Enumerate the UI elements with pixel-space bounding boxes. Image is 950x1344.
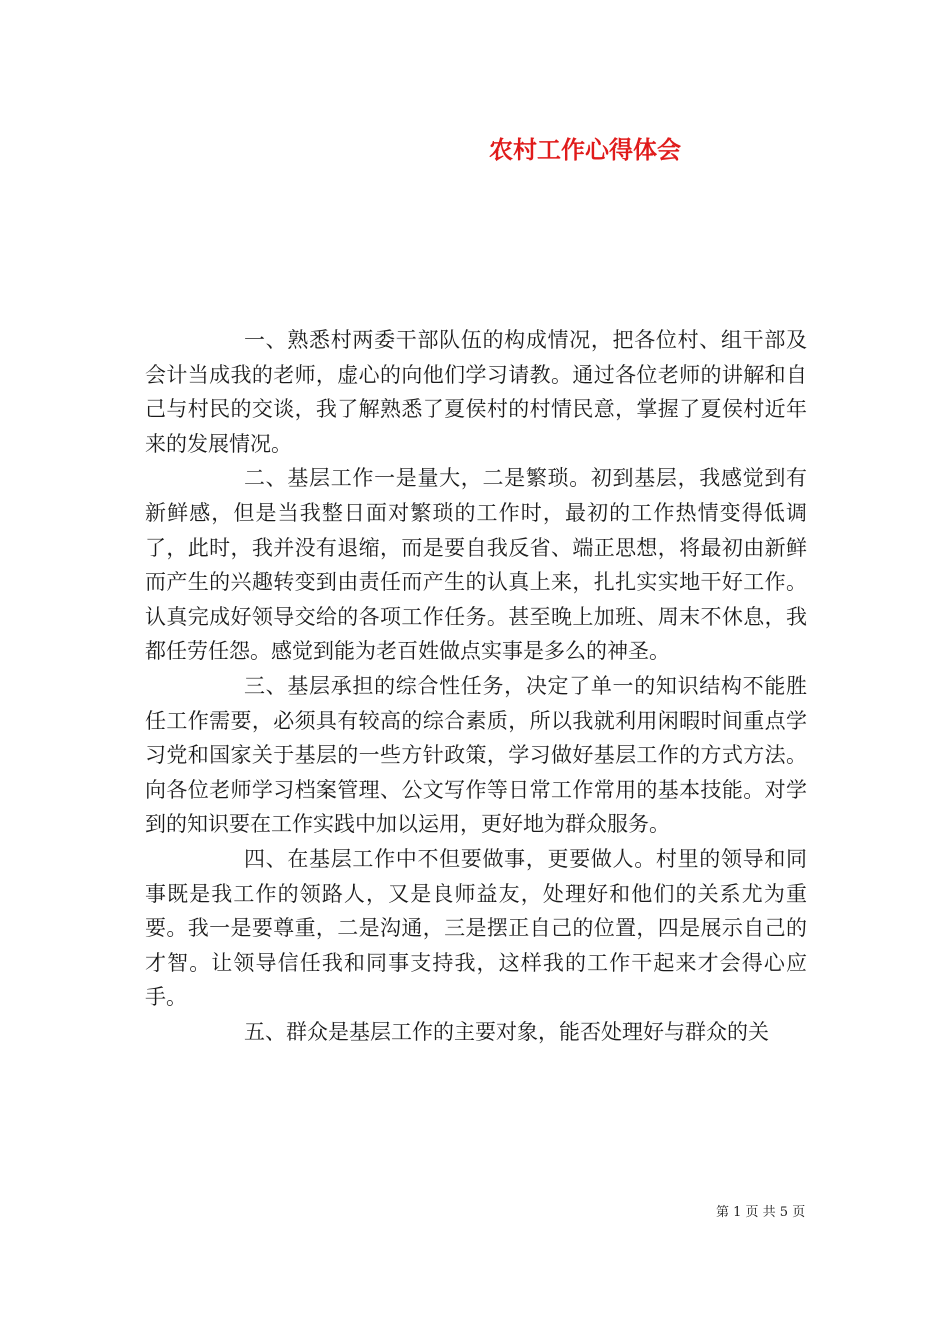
page-number: 第 1 页 共 5 页	[716, 1205, 806, 1220]
paragraph-3: 三、基层承担的综合性任务，决定了单一的知识结构不能胜任工作需要，必须具有较高的综合素质，所以我就利用闲暇时间重点学习党和国家关于基层的一些方针政策，学习做好基层工作的方式方法。向各位老师学习档案管理、公文写作等日常工作常用的基本技能。对学到的知识要在工作实践中加以运用，更好地为群众服务。	[145, 673, 807, 837]
document-title: 农村工作心得体会	[489, 135, 681, 164]
document-body	[145, 323, 807, 1049]
paragraph-2: 二、基层工作一是量大，二是繁琐。初到基层，我感觉到有新鲜感，但是当我整日面对繁琐的工作时，最初的工作热情变得低调了，此时，我并没有退缩，而是要自我反省、端正思想，将最初由新鲜而产生的兴趣转变到由责任而产生的认真上来，扎扎实实地干好工作。认真完成好领导交给的各项工作任务。甚至晚上加班、周末不休息，我都任劳任怨。感觉到能为老百姓做点实事是多么的神圣。	[145, 466, 807, 664]
paragraph-1: 一、熟悉村两委干部队伍的构成情况，把各位村、组干部及会计当成我的老师，虚心的向他们学习请教。通过各位老师的讲解和自己与村民的交谈，我了解熟悉了夏侯村的村情民意，掌握了夏侯村近年来的发展情况。	[145, 328, 807, 456]
paragraph-5: 五、群众是基层工作的主要对象，能否处理好与群众的关	[244, 1019, 769, 1044]
paragraph-4: 四、在基层工作中不但要做事，更要做人。村里的领导和同事既是我工作的领路人，又是良师益友，处理好和他们的关系尤为重要。我一是要尊重，二是沟通，三是摆正自己的位置，四是展示自己的才智。让领导信任我和同事支持我，这样我的工作干起来才会得心应手。	[145, 846, 807, 1010]
